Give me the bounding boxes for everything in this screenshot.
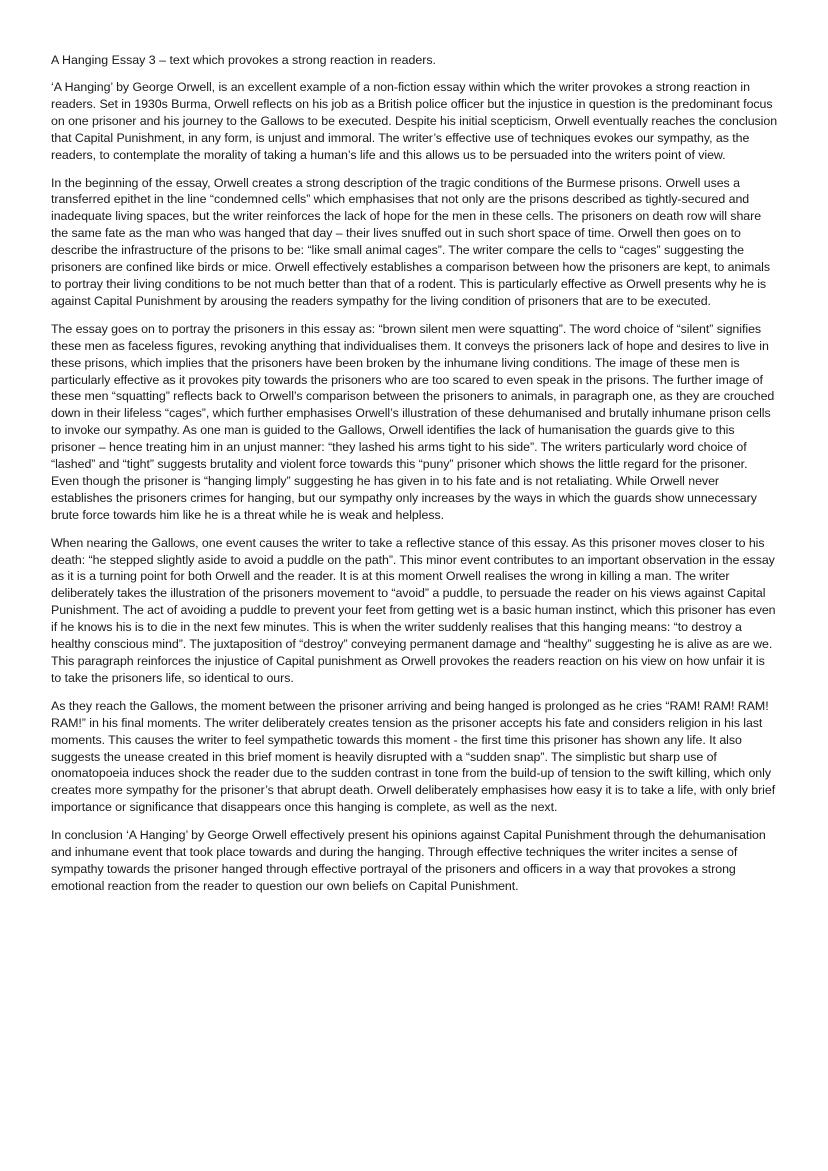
paragraph-introduction: ‘A Hanging’ by George Orwell, is an excellent example of a non-fiction essay within which the writer provokes a strong reaction in readers. Set in 1930s Burma, Orwell reflects on his job as a British police officer but the injustice in question is the predominant focus on one prisoner and his journey to the Gallows to be executed. Despite his initial scepticism, Orwell eventually reaches the conclusion that Capital Punishment, in any form, is unjust and immoral. The writer’s effective use of techniques evokes our sympathy, as the readers, to contemplate the morality of taking a human’s life and this allows us to be persuaded into the writers point of view.	[51, 80, 778, 162]
paragraph-final-moments: As they reach the Gallows, the moment between the prisoner arriving and being hanged is prolonged as he cries “RAM! RAM! RAM! RAM!” in his final moments. The writer deliberately creates tension as the prisoner accepts his fate and considers religion in his last moments. This causes the writer to feel sympathetic towards this moment - the first time this prisoner has shown any life. It also suggests the unease created in this brief moment is heavily disrupted with a “sudden snap”. The simplistic but sharp use of onomatopoeia induces shock the reader due to the sudden contrast in tone from the build-up of tension to the swift killing, which only creates more sympathy for the prisoner’s that abrupt death. Orwell deliberately emphasises how easy it is to take a life, with only brief importance or significance that disappears once this hanging is complete, as well as the next.	[51, 698, 776, 815]
paragraph-silent-prisoners: The essay goes on to portray the prisoners in this essay as: “brown silent men were squatting”. The word choice of “silent” signifies these men as faceless figures, revoking anything that individualises them. It conveys the prisoners lack of hope and desires to live in these prisons, which implies that the prisoners have been broken by the inhumane living conditions. The image of these men is particularly effective as it provokes pity towards the prisoners who are too scared to even speak in the prisons. The further image of these men “squatting” reflects back to Orwell’s comparison between the prisoners to animals, in paragraph one, as they are crouched down in their lifeless “cages”, which further emphasises Orwell’s illustration of these dehumanised and brutally inhumane prison cells to invoke our sympathy. As one man is guided to the Gallows, Orwell identifies the lack of humanisation the guards give to this prisoner – hence treating him in an unjust manner: “they lashed his arms tight to his side”. The writers particularly word choice of “lashed” and “tight” suggests brutality and violent force towards this “puny” prisoner which shows the little regard for the prisoner. Even though the prisoner is “hanging limply” suggesting he has given in to his fate and is not retaliating. While Orwell never establishes the prisoners crimes for hanging, but our sympathy only increases by the ways in which the guards show unnecessary brute force towards him like he is a threat while he is weak and helpless.	[51, 321, 775, 522]
paragraph-prison-conditions: In the beginning of the essay, Orwell creates a strong description of the tragic conditions of the Burmese prisons. Orwell uses a transferred epithet in the line “condemned cells” which emphasises that not only are the prisons described as tightly-secured and inadequate living spaces, but the writer reinforces the lack of hope for the men in these cells. The prisoners on death row will share the same fate as the man who was hanged that day – their lives snuffed out in such short space of time. Orwell then goes on to describe the infrastructure of the prisons to be: “like small animal cages”. The writer compare the cells to “cages” suggesting the prisoners are confined like birds or mice. Orwell effectively establishes a comparison between how the prisoners are kept, to animals to portray their living conditions to be not much better than that of a rodent. This is particularly effective as Orwell presents why he is against Capital Punishment by arousing the readers sympathy for the living condition of prisoners that are to be executed.	[51, 175, 771, 308]
paragraph-conclusion: In conclusion ‘A Hanging’ by George Orwell effectively present his opinions against Capital Punishment through the dehumanisation and inhumane event that took place towards and during the hanging. Through effective techniques the writer incites a sense of sympathy towards the prisoner hanged through effective portrayal of the prisoners and officers in a way that provokes a strong emotional reaction from the reader to question our own beliefs on Capital Punishment.	[51, 828, 766, 893]
document-title: A Hanging Essay 3 – text which provokes a strong reaction in readers.	[51, 53, 437, 67]
paragraph-puddle-event: When nearing the Gallows, one event causes the writer to take a reflective stance of this essay. As this prisoner moves closer to his death: “he stepped slightly aside to avoid a puddle on the path”. This minor event contributes to an important observation in the essay as it is a turning point for both Orwell and the reader. It is at this moment Orwell realises the wrong in killing a man. The writer deliberately takes the illustration of the prisoners movement to “avoid” a puddle, to persuade the reader on his views against Capital Punishment. The act of avoiding a puddle to prevent your feet from getting wet is a basic human instinct, which this prisoner has even if he knows his is to die in the next few minutes. This is when the writer suddenly realises that this hanging means: “to destroy a healthy conscious mind”. The juxtaposition of “destroy” conveying permanent damage and “healthy” suggesting he is alive as are we. This paragraph reinforces the injustice of Capital punishment as Orwell provokes the readers reaction on his view on how unfair it is to take the prisoners life, so identical to ours.	[51, 535, 776, 685]
